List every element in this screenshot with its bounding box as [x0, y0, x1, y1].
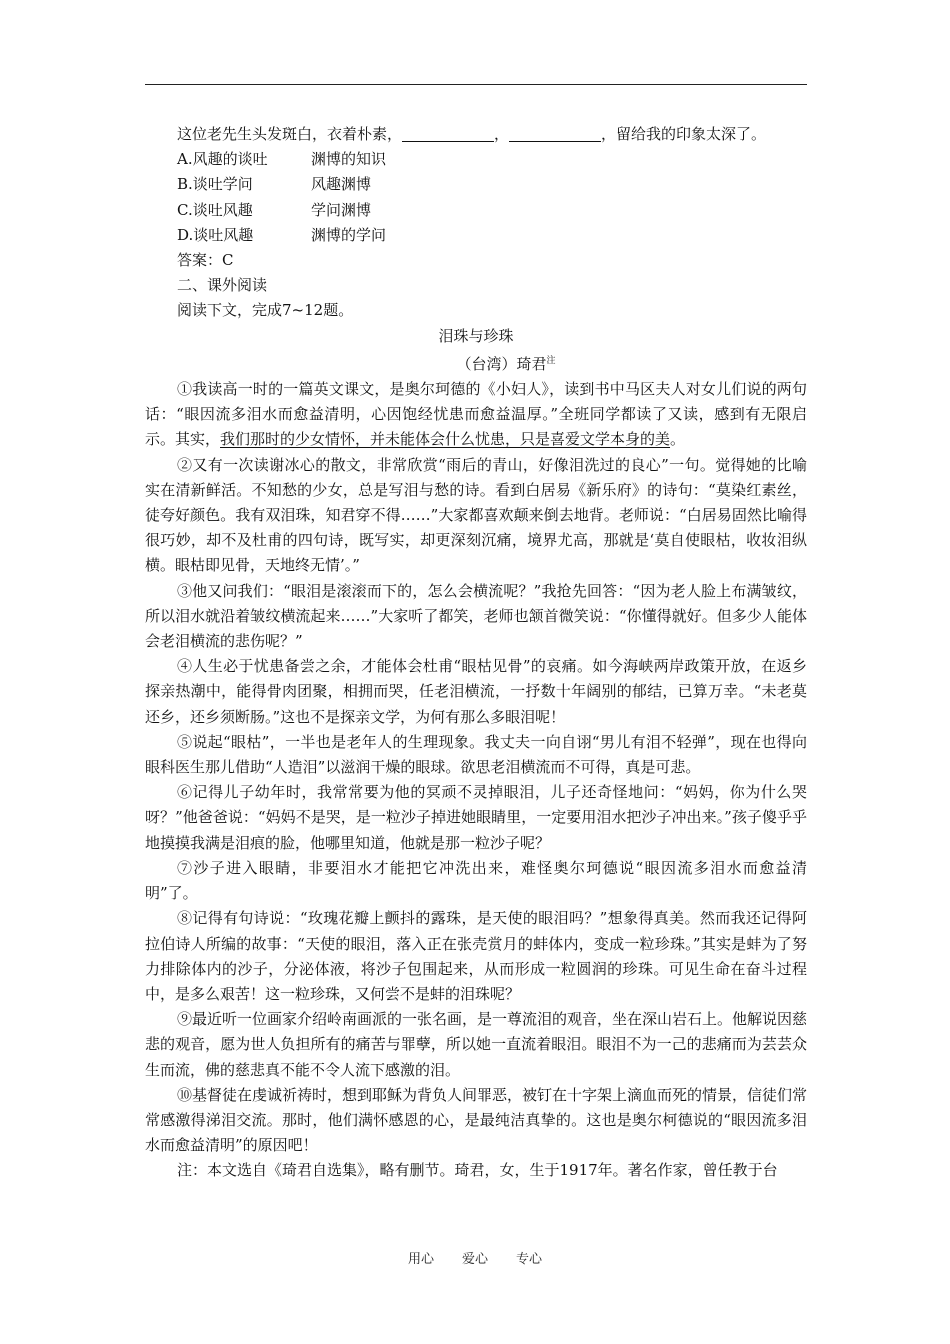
option-a-first: A.风趣的谈吐 — [177, 150, 268, 169]
stem-part-a: 这位老先生头发斑白，衣着朴素， — [177, 125, 403, 143]
section-heading: 二、课外阅读 — [177, 276, 268, 295]
footer-item: 用心 — [407, 1252, 434, 1267]
option-d-second: 渊博的学问 — [311, 225, 387, 244]
paragraph-9: ⑨最近听一位画家介绍岭南画派的一张名画，是一尊流泪的观音，坐在深山岩石上。他解说因慈悲的观音，愿为世人负担所有的痛苦与罪孽，所以她一直流着眼泪。眼泪不为一己的悲痛而为芸芸众生而流，佛的慈悲真不能不令人流下感激的泪。 — [145, 1010, 808, 1079]
paragraph-7: ⑦沙子进入眼睛，非要泪水才能把它冲洗出来，难怪奥尔珂德说“眼因流多泪水而愈益清明”了。 — [145, 858, 807, 903]
author-note-marker: 注 — [546, 355, 556, 366]
paragraph-4: ④人生必于忧患备尝之余，才能体会杜甫“眼枯见骨”的哀痛。如今海峡两岸政策开放，在返乡探亲热潮中，能得骨肉团聚，相拥而哭，任老泪横流，一抒数十年阔别的郁结，已算万幸。“未老莫还乡，还乡须断肠。”这也不是探亲文学，为何有那么多眼泪呢！ — [145, 657, 807, 726]
answer-blank-2 — [509, 126, 601, 142]
option-c-first: C.谈吐风趣 — [177, 200, 253, 219]
answer-line: 答案：C — [177, 251, 234, 270]
page-footer — [0, 1248, 950, 1267]
paragraph-1-text: ①我读高一时的一篇英文课文，是奥尔珂德的《小妇人》，读到书中马区夫人对女儿们说的两句话：“眼因流多泪水而愈益清明，心因饱经忧患而愈益温厚。”全班同学都读了又读，感到有无限启示。其实， — [145, 380, 807, 449]
article-note: 注：本文选自《琦君自选集》，略有删节。琦君，女，生于1917年。著名作家，曾任教于台 — [177, 1161, 778, 1180]
option-c-second: 学问渊博 — [311, 200, 372, 219]
paragraph-1 — [145, 377, 807, 453]
paragraph-3: ③他又问我们：“眼泪是滚滚而下的，怎么会横流呢？”我抢先回答：“因为老人脸上布满皱纹，所以泪水就沿着皱纹横流起来……”大家听了都笑，老师也颔首微笑说：“你懂得就好。但多少人能体会老泪横流的悲伤呢？” — [145, 581, 807, 651]
question-stem — [145, 122, 807, 147]
option-c — [145, 198, 807, 223]
option-d-first: D.谈吐风趣 — [177, 225, 254, 244]
paragraph-10: ⑩基督徒在虔诚祈祷时，想到耶稣为背负人间罪恶，被钉在十字架上滴血而死的情景，信徒们常常感激得涕泪交流。那时，他们满怀感恩的心，是最纯洁真挚的。这也是奥尔柯德说的“眼因流多泪水而愈益清明”的原因吧！ — [145, 1085, 808, 1155]
option-b-first: B.谈吐学问 — [177, 175, 253, 194]
paragraph-2: ②又有一次读谢冰心的散文，非常欣赏“雨后的青山，好像泪洗过的良心”一句。觉得她的比喻实在清新鲜活。不知愁的少女，总是写泪与愁的诗。看到白居易《新乐府》的诗句：“莫染红素丝，徒夸好颜色。我有双泪珠，知君穿不得……”大家都喜欢颠来倒去地背。老师说：“白居易固然比喻得很巧妙，却不及杜甫的四句诗，既写实，却更深刻沉痛，境界尤高，那就是‘莫自使眼枯，收妆泪纵横。眼枯即见骨，天地终无情’。” — [145, 455, 807, 575]
page-content — [145, 122, 807, 1184]
option-a-second: 渊博的知识 — [311, 150, 387, 169]
paragraph-1-end: 。 — [670, 430, 686, 449]
footer-item: 爱心 — [461, 1252, 488, 1267]
underlined-sentence: 我们那时的少女情怀，并未能体会什么忧患，只是喜爱文学本身的美 — [220, 430, 671, 449]
option-b-second: 风趣渊博 — [311, 175, 372, 194]
option-b — [145, 172, 807, 197]
answer-blank-1 — [402, 126, 494, 142]
option-a — [145, 147, 807, 172]
paragraph-8: ⑧记得有句诗说：“玫瑰花瓣上颤抖的露珠，是天使的眼泪吗？”想象得真美。然而我还记得阿拉伯诗人所编的故事：“天使的眼泪，落入正在张壳赏月的蚌体内，变成一粒珍珠。”其实是蚌为了努力排除体内的沙子，分泌体液，将沙子包围起来，从而形成一粒圆润的珍珠。可见生命在奋斗过程中，是多么艰苦！这一粒珍珠，又何尝不是蚌的泪珠呢？ — [145, 909, 807, 1003]
stem-separator: ， — [494, 125, 510, 143]
paragraph-6: ⑥记得儿子幼年时，我常常要为他的冥顽不灵掉眼泪，儿子还奇怪地问：“妈妈，你为什么哭呀？”他爸爸说：“妈妈不是哭，是一粒沙子掉进她眼睛里，一定要用泪水把沙子冲出来。”孩子傻乎乎地摸摸我满是泪痕的脸，他哪里知道，他就是那一粒沙子呢？ — [145, 783, 807, 852]
author-name: （台湾）琦君 — [456, 354, 547, 373]
reading-instruction: 阅读下文，完成7~12题。 — [177, 301, 354, 320]
option-d — [145, 223, 807, 248]
stem-part-b: ，留给我的印象太深了。 — [601, 125, 767, 143]
footer-item: 专心 — [516, 1252, 543, 1267]
article-title: 泪珠与珍珠 — [438, 326, 514, 345]
paragraph-5: ⑤说起“眼枯”，一半也是老年人的生理现象。我丈夫一向自诩“男儿有泪不轻弹”，现在也得向眼科医生那儿借助“人造泪”以滋润干燥的眼球。欲思老泪横流而不可得，真是可悲。 — [145, 732, 807, 777]
article-author — [145, 349, 807, 377]
header-rule — [145, 84, 807, 85]
